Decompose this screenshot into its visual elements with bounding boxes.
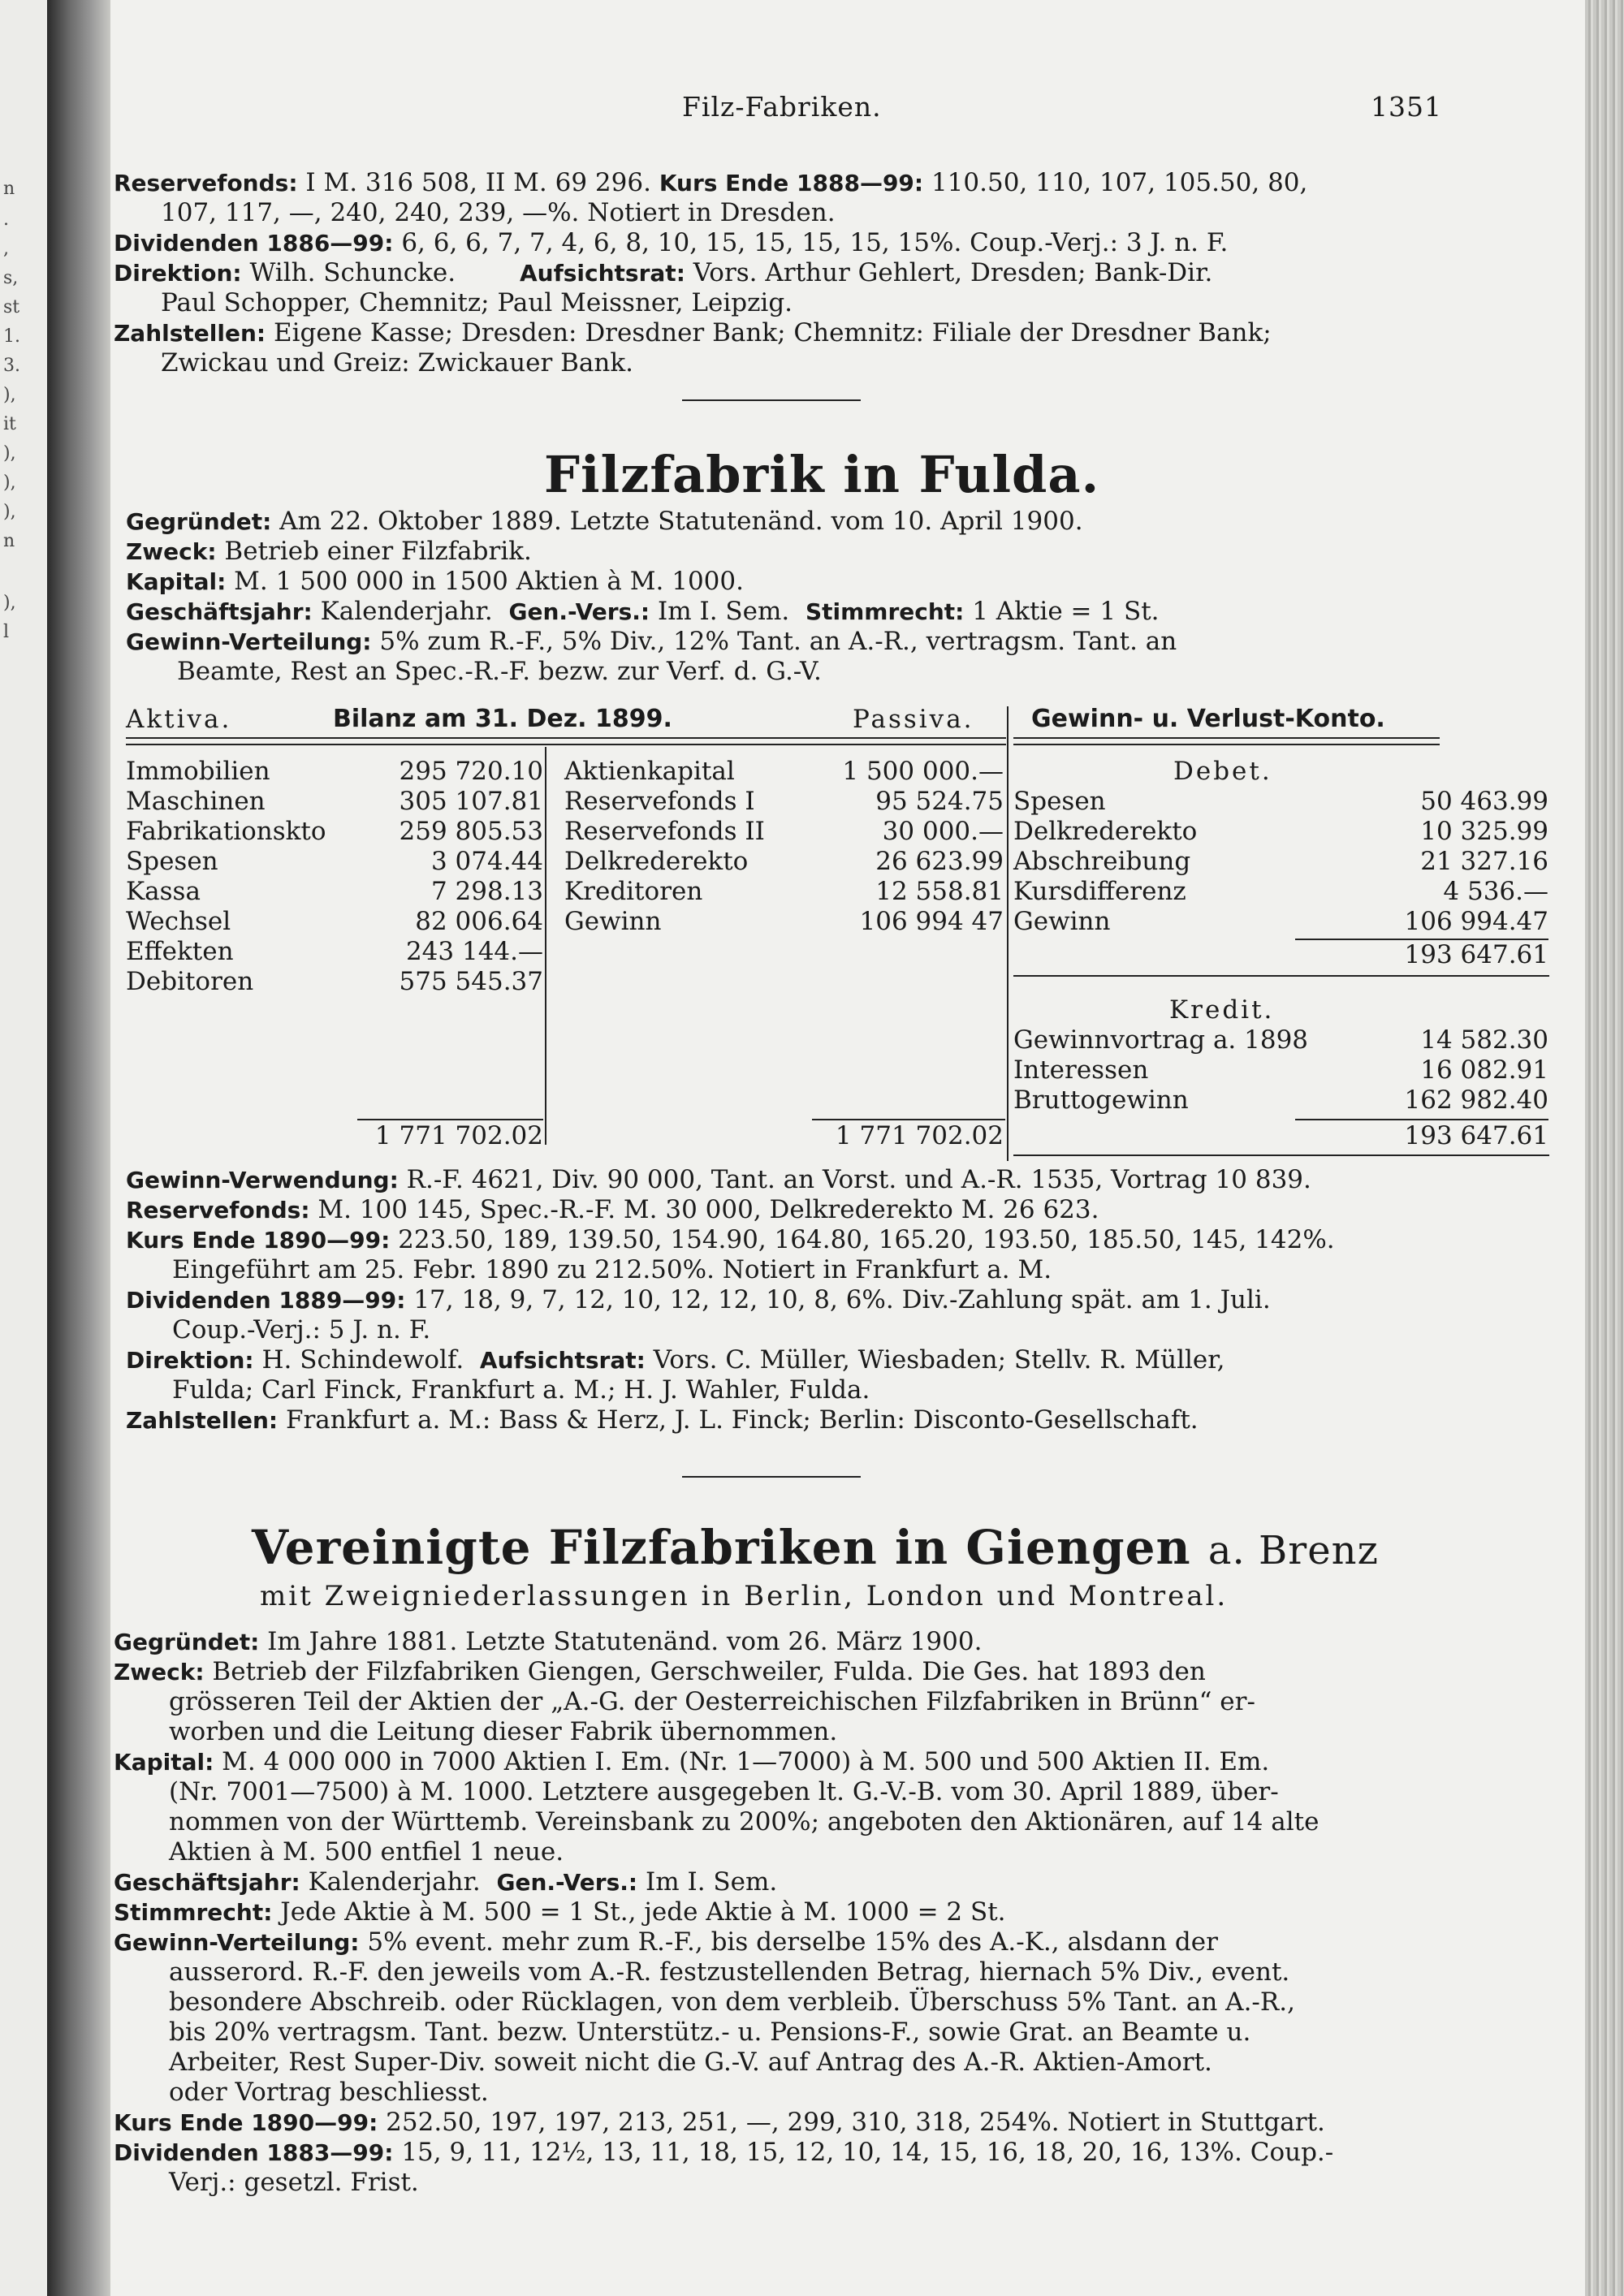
label: Dividenden 1886—99: — [114, 230, 394, 257]
prev-direktion-line — [114, 257, 1212, 289]
text: 5% zum R.-F., 5% Div., 12% Tant. an A.-R., vertragsm. Tant. an — [371, 627, 1177, 656]
text: 6, 6, 6, 7, 7, 4, 6, 8, 10, 15, 15, 15, 15, 15%. Coup.-Verj.: 3 J. n. F. — [393, 228, 1229, 257]
giengen-kapital-cont: Aktien à M. 500 entfiel 1 neue. — [169, 1837, 564, 1867]
kredit-row-name: Gewinnvortrag a. 1898 — [1013, 1025, 1309, 1055]
text: Im I. Sem. — [637, 1867, 778, 1897]
giengen-zweck — [114, 1656, 1206, 1688]
passiva-row-name: Kreditoren — [564, 877, 703, 906]
text: Im Jahre 1881. Letzte Statutenänd. vom 26. März 1900. — [259, 1627, 983, 1656]
margin-fragment: 1. — [3, 326, 20, 347]
giengen-subtitle: mit Zweigniederlassungen in Berlin, London und Montreal. — [260, 1580, 1229, 1612]
page-number: 1351 — [1371, 91, 1442, 123]
aktiva-row-value: 259 805.53 — [399, 817, 543, 846]
giengen-gewinnverteilung-cont: besondere Abschreib. oder Rücklagen, von dem verbleib. Überschuss 5% Tant. an A.-R., — [169, 1987, 1295, 2017]
aktiva-row-name: Effekten — [126, 937, 234, 966]
text: Jede Aktie à M. 500 = 1 St., jede Aktie à M. 1000 = 2 St. — [272, 1897, 1006, 1927]
giengen-gewinnverteilung-cont: bis 20% vertragsm. Tant. bezw. Unterstütz.- u. Pensions-F., sowie Grat. an Beamte u. — [169, 2018, 1251, 2047]
giengen-kapital — [114, 1746, 1269, 1778]
title-main: Vereinigte Filzfabriken in Giengen — [252, 1520, 1191, 1575]
label: Reservefonds: — [126, 1197, 310, 1224]
text: Am 22. Oktober 1889. Letzte Statutenänd. vom 10. April 1900. — [271, 507, 1083, 536]
aktiva-row-value: 575 545.37 — [399, 967, 543, 996]
margin-fragment: 3. — [3, 356, 20, 376]
kredit-row-value: 14 582.30 — [1420, 1025, 1548, 1055]
passiva-row-name: Delkrederekto — [564, 847, 749, 876]
aktiva-row-value: 7 298.13 — [430, 877, 543, 906]
fulda-title: Filzfabrik in Fulda. — [544, 445, 1100, 504]
kredit-label: Kredit. — [1169, 995, 1275, 1025]
kredit-row-name: Interessen — [1013, 1055, 1149, 1085]
guv-title: Gewinn- u. Verlust-Konto. — [1031, 705, 1385, 733]
giengen-zweck-cont: worben und die Leitung dieser Fabrik übernommen. — [169, 1717, 838, 1746]
margin-fragment: s, — [3, 268, 19, 288]
giengen-gewinnverteilung-cont: ausserord. R.-F. den jeweils vom A.-R. festzustellenden Betrag, hiernach 5% Div., event. — [169, 1957, 1290, 1987]
label: Geschäftsjahr: — [114, 1869, 300, 1896]
text: 5% event. mehr zum R.-F., bis derselbe 15% des A.-K., alsdann der — [359, 1927, 1218, 1957]
label: Zahlstellen: — [114, 320, 266, 347]
bilanz-column-rule — [545, 747, 546, 1145]
fulda-kurs — [126, 1224, 1335, 1256]
label: Gen.-Vers.: — [496, 1869, 638, 1896]
document-page — [114, 0, 1585, 2296]
text: 252.50, 197, 197, 213, 251, —, 299, 310, 318, 254%. Notiert in Stuttgart. — [378, 2108, 1325, 2137]
giengen-kurs — [114, 2107, 1325, 2138]
bilanz-guv-separator — [1007, 706, 1009, 1161]
giengen-kapital-cont: nommen von der Württemb. Vereinsbank zu 200%; angeboten den Aktionären, auf 14 alte — [169, 1807, 1320, 1836]
giengen-gewinnverteilung — [114, 1927, 1218, 1958]
text: Vors. C. Müller, Wiesbaden; Stellv. R. Müller, — [645, 1345, 1225, 1375]
section-divider — [682, 399, 861, 401]
giengen-zweck-cont: grösseren Teil der Aktien der „A.-G. der Oesterreichischen Filzfabriken in Brünn“ er- — [169, 1687, 1255, 1716]
fulda-zahlstellen — [126, 1405, 1199, 1436]
section-divider — [682, 1476, 861, 1478]
prev-zahlstellen-line — [114, 317, 1272, 349]
giengen-dividenden-cont: Verj.: gesetzl. Frist. — [169, 2168, 419, 2197]
running-header: Filz-Fabriken. — [682, 91, 882, 123]
label: Aufsichtsrat: — [519, 260, 685, 287]
text: Kalenderjahr. — [312, 597, 493, 626]
label: Dividenden 1889—99: — [126, 1287, 406, 1314]
kredit-row-name: Bruttogewinn — [1013, 1085, 1189, 1115]
margin-fragment: n — [3, 179, 15, 199]
aktiva-row-name: Kassa — [126, 877, 201, 906]
aktiva-row-value: 295 720.10 — [399, 757, 543, 786]
giengen-gegruendet — [114, 1626, 982, 1658]
giengen-dividenden — [114, 2137, 1333, 2169]
text: Wilh. Schuncke. — [241, 258, 456, 287]
fulda-direktion — [126, 1344, 1225, 1376]
aktiva-label: Aktiva. — [126, 705, 232, 734]
text: Betrieb der Filzfabriken Giengen, Gerschweiler, Fulda. Die Ges. hat 1893 den — [204, 1657, 1206, 1686]
text: Frankfurt a. M.: Bass & Herz, J. L. Finck; Berlin: Disconto-Gesellschaft. — [278, 1405, 1199, 1435]
prev-zahlstellen-cont: Zwickau und Greiz: Zwickauer Bank. — [161, 348, 634, 378]
fulda-kapital — [126, 566, 744, 598]
label: Gewinn-Verteilung: — [114, 1929, 360, 1956]
label: Zweck: — [126, 538, 217, 565]
text: 17, 18, 9, 7, 12, 10, 12, 12, 10, 8, 6%. Div.-Zahlung spät. am 1. Juli. — [405, 1285, 1271, 1314]
passiva-row-value: 95 524.75 — [875, 787, 1004, 816]
aktiva-row-value: 3 074.44 — [430, 847, 543, 876]
text: Kalenderjahr. — [300, 1867, 481, 1897]
aktiva-row-name: Fabrikationskto — [126, 817, 326, 846]
label: Gegründet: — [114, 1629, 260, 1655]
aktiva-row-value: 82 006.64 — [415, 907, 543, 936]
aktiva-row-name: Debitoren — [126, 967, 254, 996]
passiva-row-value: 26 623.99 — [875, 847, 1004, 876]
debet-row-name: Kursdifferenz — [1013, 877, 1186, 906]
prev-kurs-line: 107, 117, —, 240, 240, 239, —%. Notiert in Dresden. — [161, 198, 836, 227]
label: Kurs Ende 1890—99: — [126, 1227, 391, 1254]
fulda-gewinnverteilung-cont: Beamte, Rest an Spec.-R.-F. bezw. zur Verf. d. G.-V. — [177, 657, 822, 686]
label: Direktion: — [114, 260, 242, 287]
passiva-total: 1 771 702.02 — [835, 1121, 1004, 1150]
giengen-kapital-cont: (Nr. 7001—7500) à M. 1000. Letztere ausgegeben lt. G.-V.-B. vom 30. April 1889, über- — [169, 1777, 1279, 1806]
text: Im I. Sem. — [650, 597, 790, 626]
debet-row-name: Abschreibung — [1013, 847, 1191, 876]
label: Direktion: — [126, 1347, 254, 1374]
passiva-row-name: Reservefonds II — [564, 817, 765, 846]
label: Gewinn-Verwendung: — [126, 1167, 399, 1193]
text: 15, 9, 11, 12½, 13, 11, 18, 15, 12, 10, 14, 15, 16, 18, 20, 16, 13%. Coup.- — [393, 2138, 1334, 2167]
kredit-total-rule — [1295, 1119, 1548, 1120]
aktiva-total: 1 771 702.02 — [374, 1121, 543, 1150]
label: Geschäftsjahr: — [126, 598, 313, 625]
aktiva-row-name: Spesen — [126, 847, 218, 876]
text: 110.50, 110, 107, 105.50, 80, — [923, 168, 1308, 197]
label: Dividenden 1883—99: — [114, 2139, 394, 2166]
debet-row-name: Spesen — [1013, 787, 1106, 816]
passiva-row-value: 30 000.— — [882, 817, 1004, 846]
passiva-row-value: 106 994 47 — [859, 907, 1004, 936]
text: 1 Aktie = 1 St. — [964, 597, 1160, 626]
bilanz-header-rule — [126, 737, 1006, 745]
right-page-edge — [1585, 0, 1624, 2296]
kredit-row-value: 162 982.40 — [1404, 1085, 1548, 1115]
margin-fragment: st — [3, 297, 20, 317]
debet-row-name: Gewinn — [1013, 907, 1111, 936]
label: Aufsichtsrat: — [479, 1347, 646, 1374]
giengen-gewinnverteilung-cont: oder Vortrag beschliesst. — [169, 2078, 489, 2107]
margin-fragment: , — [3, 239, 9, 259]
debet-row-value: 4 536.— — [1443, 877, 1548, 906]
title-suffix: a. Brenz — [1207, 1528, 1379, 1573]
text: M. 4 000 000 in 7000 Aktien I. Em. (Nr. 1—7000) à M. 500 und 500 Aktien II. Em. — [214, 1747, 1270, 1776]
kredit-row-value: 16 082.91 — [1420, 1055, 1548, 1085]
left-page-edge — [0, 0, 47, 2296]
book-spine-shadow — [47, 0, 110, 2296]
debet-row-value: 10 325.99 — [1420, 817, 1548, 846]
debet-row-value: 106 994.47 — [1404, 907, 1548, 936]
label: Kapital: — [114, 1749, 214, 1776]
passiva-row-value: 12 558.81 — [875, 877, 1004, 906]
aktiva-row-name: Maschinen — [126, 787, 266, 816]
margin-fragment: ), — [3, 502, 16, 522]
fulda-kurs-cont: Eingeführt am 25. Febr. 1890 zu 212.50%. Notiert in Frankfurt a. M. — [172, 1255, 1052, 1284]
giengen-gewinnverteilung-cont: Arbeiter, Rest Super-Div. soweit nicht die G.-V. auf Antrag des A.-R. Aktien-Amort. — [169, 2048, 1212, 2077]
margin-fragment: ), — [3, 593, 16, 613]
passiva-row-name: Reservefonds I — [564, 787, 755, 816]
guv-divider — [1013, 975, 1549, 977]
fulda-reservefonds — [126, 1194, 1099, 1226]
label: Gen.-Vers.: — [508, 598, 650, 625]
text: I M. 316 508, II M. 69 296. — [297, 168, 651, 197]
fulda-gegruendet — [126, 506, 1083, 537]
prev-aufsichtsrat-cont: Paul Schopper, Chemnitz; Paul Meissner, Leipzig. — [161, 288, 793, 317]
label: Zahlstellen: — [126, 1407, 279, 1434]
fulda-direktion-cont: Fulda; Carl Finck, Frankfurt a. M.; H. J. Wahler, Fulda. — [172, 1375, 870, 1405]
aktiva-row-value: 305 107.81 — [399, 787, 543, 816]
label: Stimmrecht: — [114, 1899, 273, 1926]
debet-row-value: 50 463.99 — [1420, 787, 1548, 816]
margin-fragment: it — [3, 414, 16, 434]
label: Kurs Ende 1890—99: — [114, 2109, 378, 2136]
giengen-stimmrecht — [114, 1897, 1006, 1928]
label: Kapital: — [126, 568, 227, 595]
text: Betrieb einer Filzfabrik. — [216, 537, 532, 566]
aktiva-row-name: Immobilien — [126, 757, 270, 786]
giengen-title — [252, 1520, 1379, 1575]
fulda-dividenden-cont: Coup.-Verj.: 5 J. n. F. — [172, 1315, 431, 1344]
fulda-gewinnverteilung — [126, 626, 1177, 658]
margin-fragment: ), — [3, 443, 16, 464]
margin-fragment: ), — [3, 473, 16, 493]
debet-row-name: Delkrederekto — [1013, 817, 1198, 846]
passiva-label: Passiva. — [853, 705, 974, 734]
fulda-gewinnverwendung — [126, 1164, 1311, 1196]
prev-dividenden-line — [114, 227, 1228, 259]
label: Kurs Ende 1888—99: — [659, 170, 924, 196]
text: M. 100 145, Spec.-R.-F. M. 30 000, Delkrederekto M. 26 623. — [309, 1195, 1099, 1224]
text: Vors. Arthur Gehlert, Dresden; Bank-Dir. — [685, 258, 1213, 287]
margin-fragment: . — [3, 209, 9, 230]
label: Zweck: — [114, 1659, 205, 1685]
text: 223.50, 189, 139.50, 154.90, 164.80, 165.20, 193.50, 185.50, 145, 142%. — [390, 1225, 1335, 1254]
guv-bottom-rule — [1013, 1154, 1549, 1156]
label: Gewinn-Verteilung: — [126, 628, 372, 655]
debet-label: Debet. — [1173, 757, 1272, 786]
passiva-total-rule — [812, 1119, 1005, 1120]
prev-reservefonds-line — [114, 167, 1307, 199]
text: M. 1 500 000 in 1500 Aktien à M. 1000. — [226, 567, 744, 596]
text: R.-F. 4621, Div. 90 000, Tant. an Vorst. und A.-R. 1535, Vortrag 10 839. — [398, 1165, 1311, 1194]
passiva-row-value: 1 500 000.— — [842, 757, 1004, 786]
margin-fragment: ), — [3, 385, 16, 405]
guv-header-rule — [1013, 737, 1440, 745]
fulda-zweck — [126, 536, 532, 568]
aktiva-total-rule — [357, 1119, 543, 1120]
passiva-row-name: Gewinn — [564, 907, 662, 936]
debet-row-value: 21 327.16 — [1420, 847, 1548, 876]
debet-total: 193 647.61 — [1404, 940, 1548, 969]
margin-fragment: n — [3, 531, 15, 551]
fulda-dividenden — [126, 1284, 1271, 1316]
kredit-total: 193 647.61 — [1404, 1121, 1548, 1150]
giengen-geschaeftsjahr — [114, 1867, 777, 1898]
aktiva-row-value: 243 144.— — [405, 937, 543, 966]
passiva-row-name: Aktienkapital — [564, 757, 735, 786]
fulda-geschaeftsjahr — [126, 596, 1160, 628]
margin-fragment: l — [3, 622, 10, 642]
text: Eigene Kasse; Dresden: Dresdner Bank; Chemnitz: Filiale der Dresdner Bank; — [266, 318, 1272, 347]
text: H. Schindewolf. — [253, 1345, 464, 1375]
label: Gegründet: — [126, 508, 272, 535]
label: Reservefonds: — [114, 170, 298, 196]
bilanz-title: Bilanz am 31. Dez. 1899. — [333, 705, 672, 733]
label: Stimmrecht: — [805, 598, 965, 625]
aktiva-row-name: Wechsel — [126, 907, 231, 936]
